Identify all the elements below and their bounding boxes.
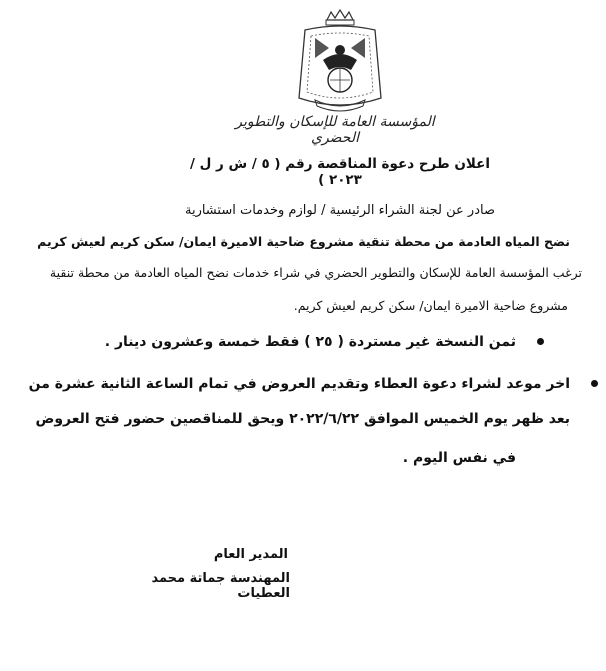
bullet-price — [0, 334, 516, 350]
body-paragraph-line-2: مشروع ضاحية الاميرة ايمان/ سكن كريم لعيش كريم. — [293, 298, 568, 313]
organization-name: المؤسسة العامة للإسكان والتطوير الحضري — [235, 114, 435, 146]
bullet-dot-icon — [537, 338, 544, 345]
bullet-deadline-line-1: اخر موعد لشراء دعوة العطاء وتقديم العروض في تمام الساعة الثانية عشرة من — [28, 376, 570, 392]
signatory-title: المدير العام — [213, 547, 288, 562]
tender-subject: نضح المياه العادمة من محطة تنقية مشروع ضاحية الاميرة ايمان/ سكن كريم لعيش كريم — [37, 234, 570, 249]
bullet-deadline — [30, 376, 570, 392]
bullet-deadline-line-2: بعد ظهر يوم الخميس الموافق ٢٠٢٢/٦/٢٢ ويحق للمناقصين حضور فتح العروض — [35, 411, 570, 427]
issued-by: صادر عن لجنة الشراء الرئيسية / لوازم وخدمات استشارية — [184, 203, 495, 218]
body-paragraph-line-1: ترغب المؤسسة العامة للإسكان والتطوير الحضري في شراء خدمات نضح المياه العادمة من محطة تنقية — [49, 265, 582, 280]
bullet-price-text: ثمن النسخة غير مستردة ( ٢٥ ) فقط خمسة وعشرون دينار . — [104, 334, 516, 350]
announcement-title: اعلان طرح دعوة المناقصة رقم ( ٥ / ش ر ل / ٢٠٢٣ ) — [189, 156, 490, 188]
bullet-dot-icon — [591, 380, 598, 387]
coat-of-arms-emblem — [285, 8, 395, 116]
signatory-name: المهندسة جماتة محمد العطيات — [151, 571, 290, 601]
bullet-deadline-line-3: في نفس اليوم . — [402, 450, 516, 466]
